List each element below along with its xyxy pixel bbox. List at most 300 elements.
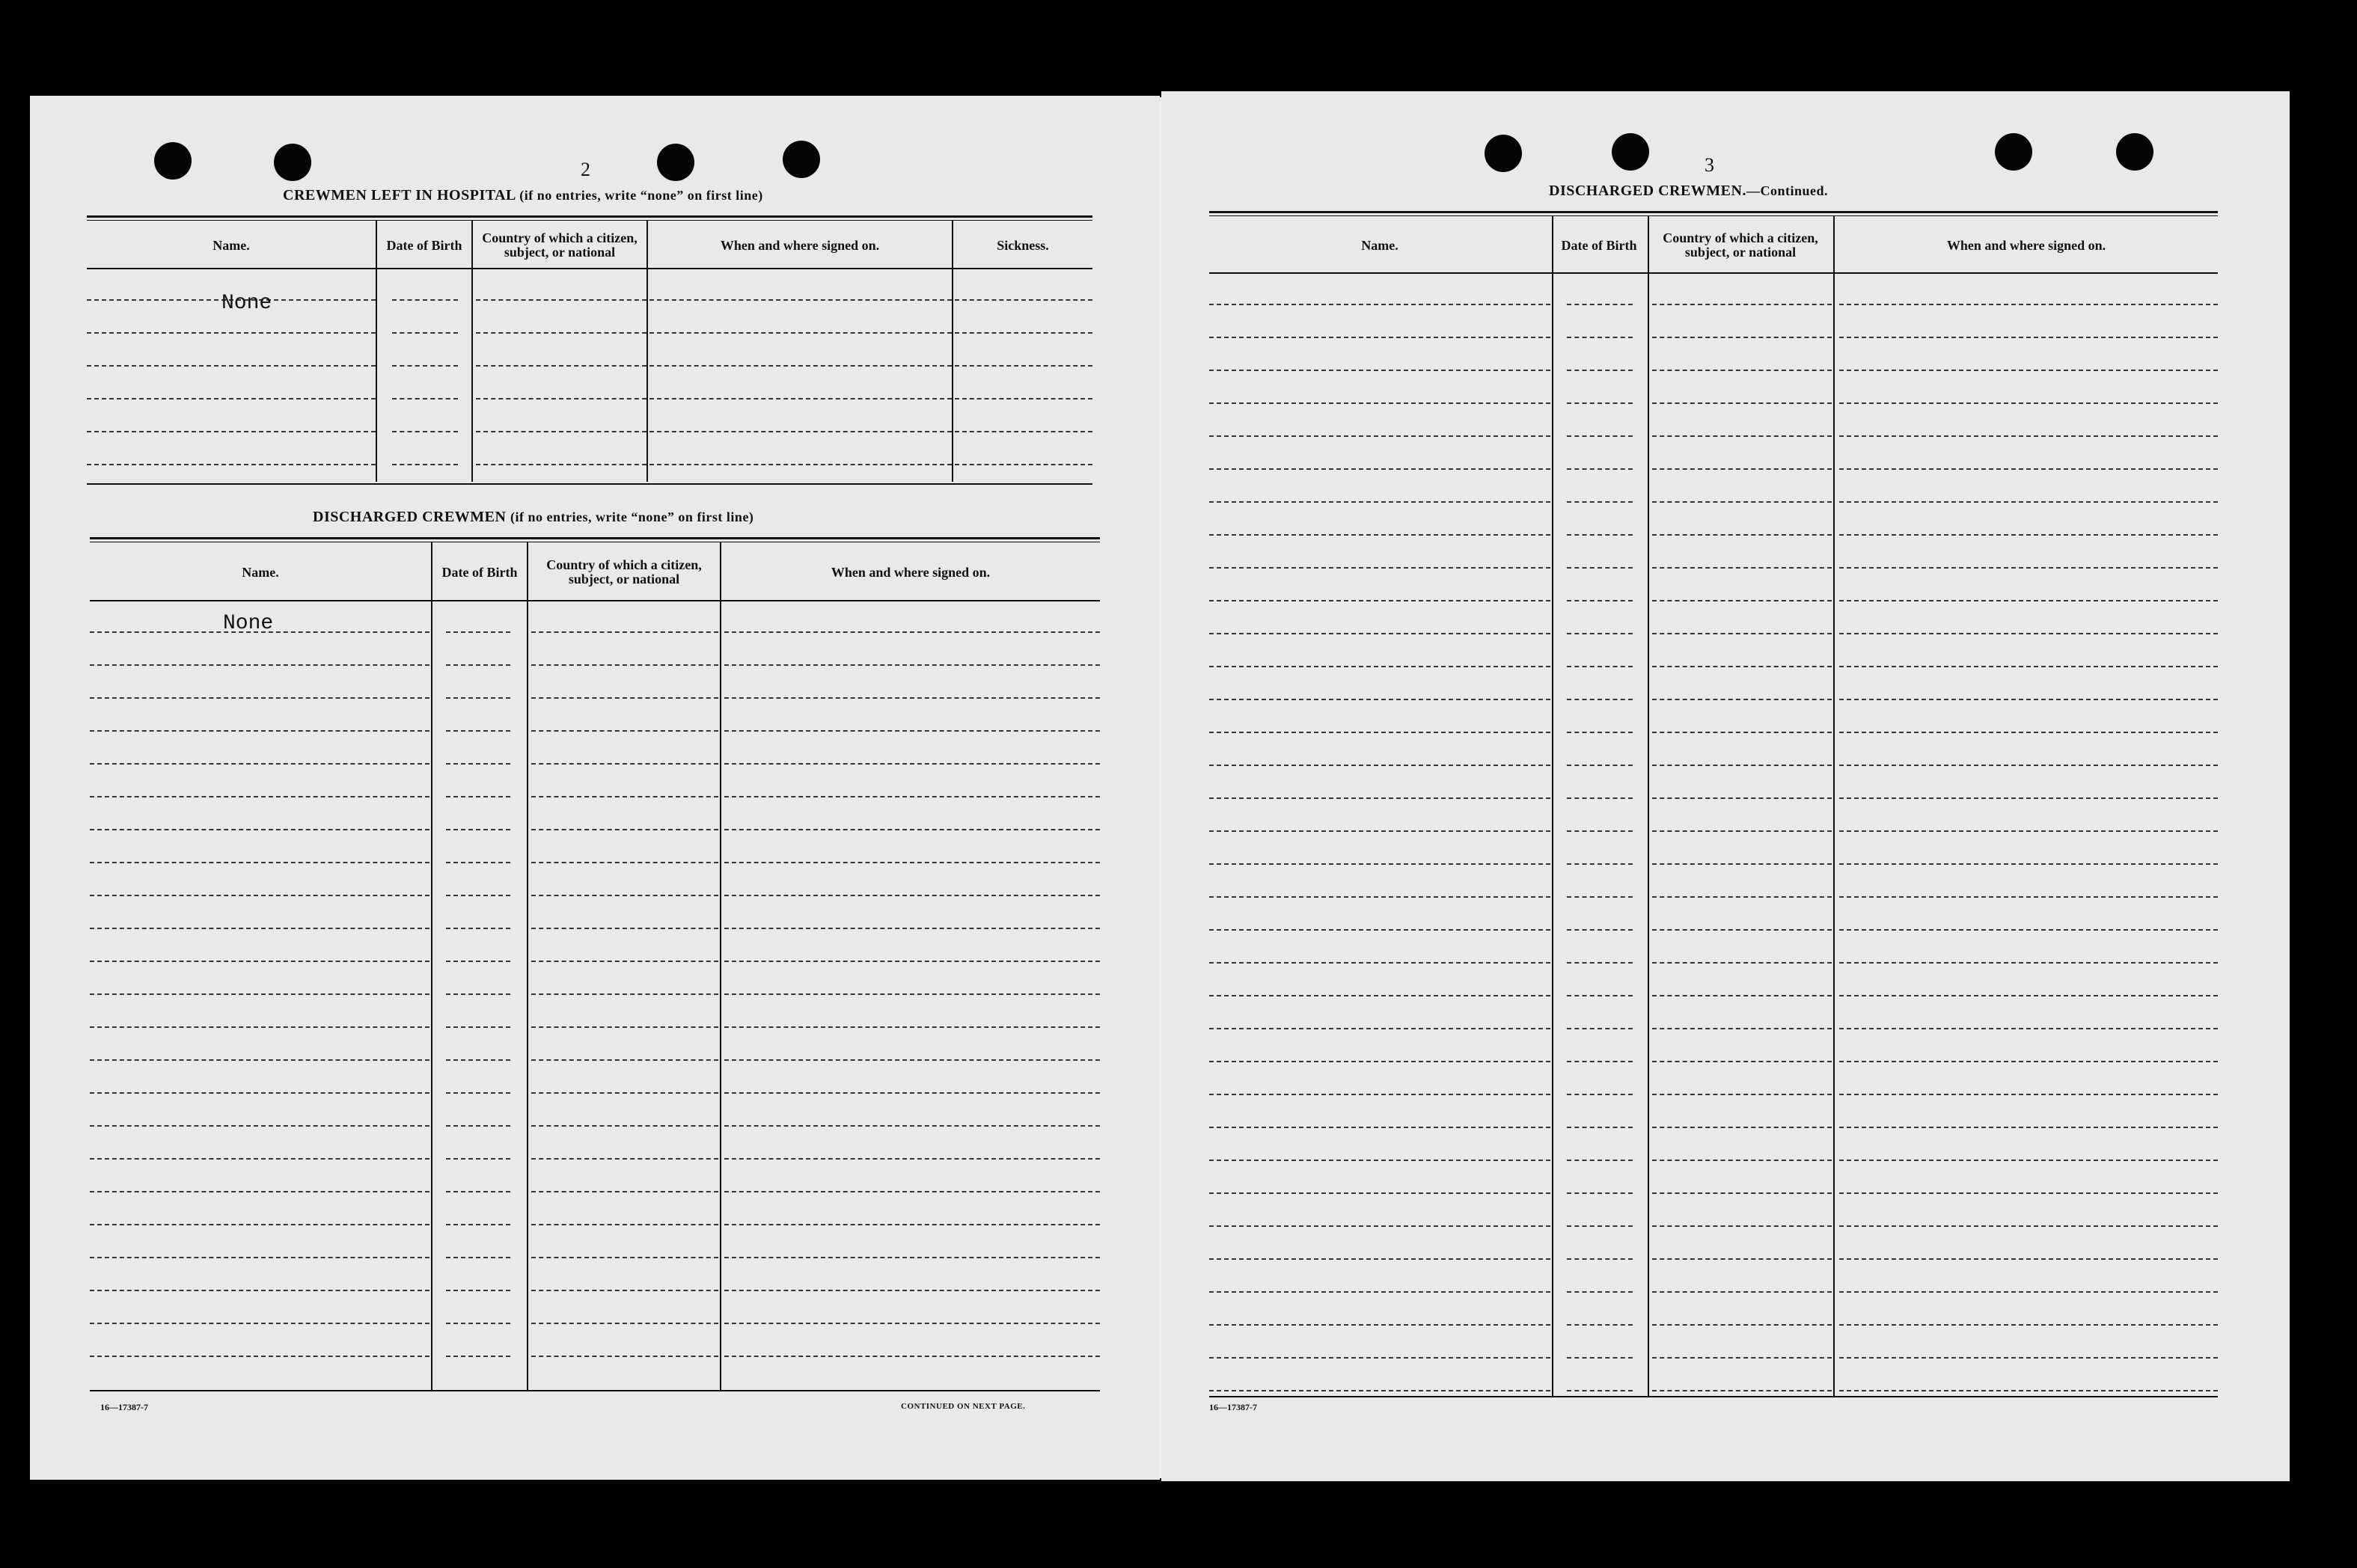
hospital-table — [87, 215, 1092, 485]
ruled-line — [1652, 435, 1832, 437]
ruled-line — [1652, 995, 1832, 996]
ruled-line — [1652, 1028, 1832, 1029]
ruled-line — [1652, 534, 1832, 536]
ruled-line — [446, 1059, 510, 1061]
ruled-line — [531, 1257, 718, 1258]
ruled-line — [1652, 929, 1832, 931]
ruled-line — [1652, 797, 1832, 799]
ruled-line — [90, 993, 429, 995]
ruled-line — [1652, 304, 1832, 305]
ruled-line — [446, 1257, 510, 1258]
ruled-line — [724, 829, 1100, 830]
page-number: 2 — [581, 159, 590, 180]
ruled-line — [649, 431, 952, 432]
ruled-line — [1567, 468, 1633, 470]
ruled-line — [1209, 600, 1550, 601]
col-header-date-of-birth: Date of Birth — [441, 564, 518, 580]
ruled-line — [1839, 337, 2218, 338]
ruled-line — [1209, 633, 1550, 634]
ruled-line — [649, 332, 952, 334]
ruled-line — [392, 431, 458, 432]
column-divider — [1833, 215, 1835, 1397]
ruled-line — [955, 431, 1092, 432]
ruled-line — [1839, 995, 2218, 996]
ruled-line — [1209, 765, 1550, 766]
punch-hole — [783, 141, 820, 178]
column-divider — [527, 542, 528, 1391]
col-header-name: Name. — [1361, 237, 1398, 253]
ruled-line — [1839, 1225, 2218, 1227]
ruled-line — [1567, 797, 1633, 799]
ruled-line — [90, 1125, 429, 1127]
table-rule — [87, 215, 1092, 218]
ruled-line — [446, 796, 510, 797]
column-divider — [1648, 215, 1649, 1397]
ruled-line — [724, 862, 1100, 863]
ruled-line — [531, 697, 718, 699]
column-divider — [646, 220, 648, 482]
discharged-continued-table — [1209, 211, 2218, 1396]
table-rule — [90, 600, 1100, 601]
col-header-country: Country of which a citizen, subject, or national — [1663, 230, 1818, 260]
ruled-line — [1652, 370, 1832, 371]
ruled-line — [1652, 337, 1832, 338]
ruled-line — [531, 829, 718, 830]
ruled-line — [1567, 995, 1633, 996]
table-rule — [1209, 215, 2218, 216]
ruled-line — [90, 763, 429, 765]
ruled-line — [476, 431, 646, 432]
ruled-line — [649, 365, 952, 367]
col-header-name: Name. — [213, 237, 250, 253]
ruled-line — [446, 1191, 510, 1192]
ruled-line — [446, 1356, 510, 1357]
ruled-line — [724, 796, 1100, 797]
ruled-line — [1209, 1390, 1550, 1391]
ruled-line — [1839, 402, 2218, 404]
ruled-line — [1839, 633, 2218, 634]
ruled-line — [531, 1191, 718, 1192]
ruled-line — [531, 1158, 718, 1160]
ruled-line — [531, 928, 718, 929]
ruled-line — [724, 1125, 1100, 1127]
ruled-line — [1652, 830, 1832, 832]
ruled-line — [1652, 1061, 1832, 1062]
ruled-line — [90, 1323, 429, 1324]
column-divider — [720, 542, 721, 1391]
ruled-line — [1839, 732, 2218, 733]
ruled-line — [446, 928, 510, 929]
ruled-line — [1209, 567, 1550, 569]
ruled-line — [724, 730, 1100, 732]
ruled-line — [446, 631, 510, 633]
ruled-line — [724, 1158, 1100, 1160]
ruled-line — [531, 862, 718, 863]
ruled-line — [531, 796, 718, 797]
ruled-line — [1839, 1192, 2218, 1194]
ruled-line — [724, 895, 1100, 896]
table-rule — [87, 220, 1092, 221]
ruled-line — [1209, 962, 1550, 964]
ruled-line — [1567, 962, 1633, 964]
form-number: 16—17387-7 — [1209, 1402, 1257, 1412]
ruled-line — [1839, 863, 2218, 865]
ruled-line — [531, 1224, 718, 1225]
ruled-line — [1839, 929, 2218, 931]
ruled-line — [446, 895, 510, 896]
ruled-line — [1209, 1160, 1550, 1161]
ruled-line — [392, 299, 458, 301]
ruled-line — [392, 398, 458, 399]
ruled-line — [955, 365, 1092, 367]
ruled-line — [1652, 1192, 1832, 1194]
ruled-line — [90, 1224, 429, 1225]
ruled-line — [476, 464, 646, 465]
ruled-line — [1567, 337, 1633, 338]
hospital-section-title — [283, 187, 763, 204]
ruled-line — [955, 464, 1092, 465]
right-page — [1161, 91, 2290, 1481]
ruled-line — [90, 1191, 429, 1192]
ruled-line — [1567, 863, 1633, 865]
punch-hole — [1612, 133, 1649, 171]
ruled-line — [1567, 699, 1633, 700]
ruled-line — [1209, 402, 1550, 404]
ruled-line — [531, 961, 718, 962]
ruled-line — [1652, 633, 1832, 634]
ruled-line — [476, 365, 646, 367]
ruled-line — [1209, 699, 1550, 700]
ruled-line — [1567, 1127, 1633, 1128]
ruled-line — [90, 796, 429, 797]
ruled-line — [1652, 501, 1832, 503]
ruled-line — [446, 1323, 510, 1324]
ruled-line — [1652, 468, 1832, 470]
ruled-line — [531, 1026, 718, 1028]
ruled-line — [724, 664, 1100, 666]
ruled-line — [1567, 304, 1633, 305]
hospital-title-text: CREWMEN LEFT IN HOSPITAL — [283, 187, 516, 203]
ruled-line — [1652, 1291, 1832, 1293]
col-header-date-of-birth: Date of Birth — [386, 237, 462, 253]
ruled-line — [1209, 304, 1550, 305]
ruled-line — [724, 1191, 1100, 1192]
ruled-line — [90, 697, 429, 699]
ruled-line — [1839, 666, 2218, 667]
col-header-when-where: When and where signed on. — [831, 564, 991, 580]
punch-hole — [2116, 133, 2153, 171]
ruled-line — [1652, 1390, 1832, 1391]
punch-hole — [274, 144, 311, 181]
punch-hole — [154, 142, 192, 180]
ruled-line — [1652, 699, 1832, 700]
ruled-line — [446, 1290, 510, 1291]
ruled-line — [1567, 1028, 1633, 1029]
ruled-line — [1209, 863, 1550, 865]
ruled-line — [724, 961, 1100, 962]
ruled-line — [1839, 1028, 2218, 1029]
ruled-line — [90, 1059, 429, 1061]
ruled-line — [1839, 435, 2218, 437]
ruled-line — [1652, 567, 1832, 569]
ruled-line — [392, 332, 458, 334]
ruled-line — [1839, 1127, 2218, 1128]
ruled-line — [90, 1026, 429, 1028]
ruled-line — [476, 299, 646, 301]
ruled-line — [1209, 666, 1550, 667]
ruled-line — [1209, 1028, 1550, 1029]
ruled-line — [1652, 666, 1832, 667]
punch-hole — [1485, 135, 1522, 172]
ruled-line — [1209, 995, 1550, 996]
ruled-line — [1209, 435, 1550, 437]
ruled-line — [724, 1092, 1100, 1094]
ruled-line — [1567, 732, 1633, 733]
ruled-line — [531, 763, 718, 765]
ruled-line — [446, 862, 510, 863]
ruled-line — [1652, 962, 1832, 964]
ruled-line — [1652, 600, 1832, 601]
ruled-line — [1652, 402, 1832, 404]
ruled-line — [1209, 929, 1550, 931]
ruled-line — [1839, 896, 2218, 898]
col-header-date-of-birth: Date of Birth — [1561, 237, 1637, 253]
ruled-line — [531, 1356, 718, 1357]
punch-hole — [657, 144, 694, 181]
ruled-line — [1209, 1324, 1550, 1326]
column-divider — [471, 220, 473, 482]
ruled-line — [1839, 1061, 2218, 1062]
ruled-line — [649, 299, 952, 301]
ruled-line — [1567, 765, 1633, 766]
form-number: 16—17387-7 — [100, 1402, 148, 1412]
ruled-line — [1209, 534, 1550, 536]
ruled-line — [87, 365, 376, 367]
ruled-line — [446, 1125, 510, 1127]
ruled-line — [1567, 501, 1633, 503]
ruled-line — [1209, 1192, 1550, 1194]
ruled-line — [1567, 1225, 1633, 1227]
discharged-entry-name: None — [223, 612, 274, 635]
ruled-line — [1209, 1357, 1550, 1359]
ruled-line — [446, 763, 510, 765]
column-divider — [376, 220, 377, 482]
col-header-sickness: Sickness. — [997, 237, 1049, 253]
ruled-line — [955, 398, 1092, 399]
ruled-line — [1567, 567, 1633, 569]
page-number: 3 — [1705, 154, 1714, 176]
ruled-line — [1567, 896, 1633, 898]
ruled-line — [1839, 600, 2218, 601]
ruled-line — [1209, 1061, 1550, 1062]
col-header-name: Name. — [242, 564, 279, 580]
ruled-line — [531, 664, 718, 666]
ruled-line — [1209, 732, 1550, 733]
ruled-line — [90, 829, 429, 830]
col-header-country: Country of which a citizen, subject, or national — [482, 230, 638, 260]
ruled-line — [724, 928, 1100, 929]
ruled-line — [1209, 797, 1550, 799]
ruled-line — [1839, 797, 2218, 799]
ruled-line — [1652, 1258, 1832, 1260]
ruled-line — [724, 1323, 1100, 1324]
ruled-line — [1839, 1291, 2218, 1293]
ruled-line — [1652, 1127, 1832, 1128]
ruled-line — [90, 862, 429, 863]
ruled-line — [87, 332, 376, 334]
ruled-line — [87, 431, 376, 432]
ruled-line — [446, 697, 510, 699]
ruled-line — [1567, 1258, 1633, 1260]
ruled-line — [1652, 896, 1832, 898]
ruled-line — [476, 332, 646, 334]
ruled-line — [724, 1026, 1100, 1028]
ruled-line — [1209, 1127, 1550, 1128]
ruled-line — [1652, 1324, 1832, 1326]
ruled-line — [1839, 567, 2218, 569]
ruled-line — [1209, 337, 1550, 338]
col-header-when-where: When and where signed on. — [720, 237, 880, 253]
table-rule — [1209, 211, 2218, 213]
ruled-line — [1652, 732, 1832, 733]
ruled-line — [1209, 1291, 1550, 1293]
ruled-line — [90, 664, 429, 666]
ruled-line — [446, 993, 510, 995]
ruled-line — [1567, 600, 1633, 601]
ruled-line — [1567, 1390, 1633, 1391]
discharged-table — [90, 537, 1100, 1391]
ruled-line — [1839, 534, 2218, 536]
ruled-line — [1839, 1390, 2218, 1391]
ruled-line — [531, 631, 718, 633]
ruled-line — [955, 332, 1092, 334]
table-rule — [90, 1390, 1100, 1391]
ruled-line — [476, 398, 646, 399]
ruled-line — [1209, 370, 1550, 371]
ruled-line — [90, 961, 429, 962]
col-header-when-where: When and where signed on. — [1946, 237, 2106, 253]
ruled-line — [1839, 830, 2218, 832]
ruled-line — [531, 1059, 718, 1061]
ruled-line — [90, 928, 429, 929]
ruled-line — [87, 464, 376, 465]
ruled-line — [1567, 633, 1633, 634]
ruled-line — [1209, 1225, 1550, 1227]
ruled-line — [724, 1290, 1100, 1291]
discharged-title-note: (if no entries, write “none” on first line) — [510, 509, 754, 524]
ruled-line — [724, 631, 1100, 633]
discharged-continued-title — [1549, 183, 1828, 200]
ruled-line — [1839, 468, 2218, 470]
column-divider — [1552, 215, 1553, 1397]
hospital-title-note: (if no entries, write “none” on first line) — [519, 188, 763, 203]
ruled-line — [1567, 402, 1633, 404]
ruled-line — [87, 398, 376, 399]
ruled-line — [1567, 1291, 1633, 1293]
ruled-line — [1839, 1324, 2218, 1326]
ruled-line — [1652, 765, 1832, 766]
ruled-line — [1839, 962, 2218, 964]
ruled-line — [1567, 929, 1633, 931]
ruled-line — [446, 730, 510, 732]
continued-suffix: —Continued. — [1746, 183, 1828, 198]
ruled-line — [446, 664, 510, 666]
ruled-line — [724, 1224, 1100, 1225]
ruled-line — [1839, 501, 2218, 503]
ruled-line — [1839, 1258, 2218, 1260]
ruled-line — [1209, 1094, 1550, 1095]
table-rule — [1209, 272, 2218, 274]
ruled-line — [446, 1026, 510, 1028]
discharged-continued-title-text: DISCHARGED CREWMEN. — [1549, 183, 1746, 199]
ruled-line — [1567, 1160, 1633, 1161]
ruled-line — [90, 1158, 429, 1160]
ruled-line — [531, 1092, 718, 1094]
ruled-line — [1567, 370, 1633, 371]
ruled-line — [446, 1158, 510, 1160]
punch-hole — [1995, 133, 2032, 171]
ruled-line — [649, 398, 952, 399]
ruled-line — [1567, 666, 1633, 667]
ruled-line — [1839, 699, 2218, 700]
ruled-line — [1209, 1258, 1550, 1260]
ruled-line — [392, 464, 458, 465]
ruled-line — [446, 961, 510, 962]
ruled-line — [1209, 501, 1550, 503]
ruled-line — [955, 299, 1092, 301]
ruled-line — [392, 365, 458, 367]
ruled-line — [1209, 468, 1550, 470]
table-rule — [90, 537, 1100, 539]
discharged-section-title — [313, 509, 753, 526]
ruled-line — [724, 993, 1100, 995]
ruled-line — [724, 1257, 1100, 1258]
col-header-country: Country of which a citizen, subject, or national — [546, 557, 702, 587]
ruled-line — [531, 730, 718, 732]
ruled-line — [1567, 1324, 1633, 1326]
ruled-line — [1652, 1160, 1832, 1161]
hospital-entry-name: None — [221, 292, 272, 315]
ruled-line — [724, 1356, 1100, 1357]
ruled-line — [1567, 435, 1633, 437]
ruled-line — [649, 464, 952, 465]
ruled-line — [1209, 830, 1550, 832]
ruled-line — [1652, 1225, 1832, 1227]
ruled-line — [1567, 830, 1633, 832]
left-page — [30, 96, 1160, 1480]
ruled-line — [90, 1092, 429, 1094]
ruled-line — [1839, 370, 2218, 371]
ruled-line — [1567, 1357, 1633, 1359]
ruled-line — [90, 1257, 429, 1258]
ruled-line — [1567, 534, 1633, 536]
ruled-line — [446, 1224, 510, 1225]
ruled-line — [1209, 896, 1550, 898]
ruled-line — [90, 1356, 429, 1357]
table-rule — [1209, 1396, 2218, 1397]
ruled-line — [531, 895, 718, 896]
table-rule — [87, 483, 1092, 485]
column-divider — [952, 220, 953, 482]
continued-note: CONTINUED ON NEXT PAGE. — [901, 1402, 1026, 1411]
ruled-line — [724, 697, 1100, 699]
ruled-line — [1652, 1357, 1832, 1359]
ruled-line — [90, 730, 429, 732]
ruled-line — [1839, 1160, 2218, 1161]
ruled-line — [90, 1290, 429, 1291]
ruled-line — [531, 1323, 718, 1324]
ruled-line — [1839, 1357, 2218, 1359]
